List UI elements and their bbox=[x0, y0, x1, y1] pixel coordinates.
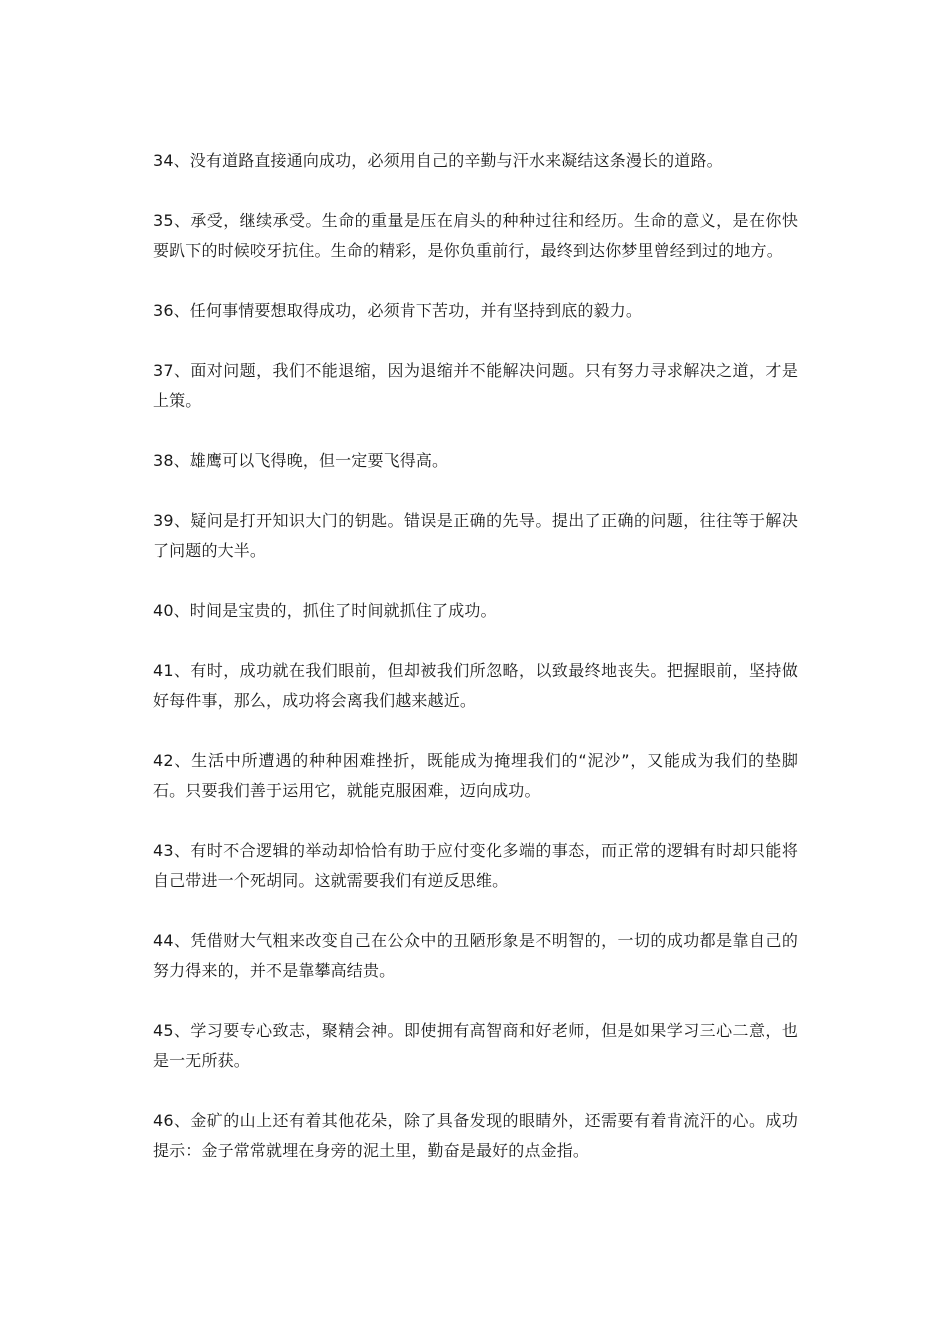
paragraph-42: 42、生活中所遭遇的种种困难挫折，既能成为掩埋我们的“泥沙”，又能成为我们的垫脚石。只要我们善于运用它，就能克服困难，迈向成功。 bbox=[153, 751, 798, 800]
paragraph-39: 39、疑问是打开知识大门的钥匙。错误是正确的先导。提出了正确的问题，往往等于解决了问题的大半。 bbox=[153, 511, 798, 560]
paragraph-37: 37、面对问题，我们不能退缩，因为退缩并不能解决问题。只有努力寻求解决之道，才是上策。 bbox=[153, 361, 798, 410]
paragraph-41: 41、有时，成功就在我们眼前，但却被我们所忽略，以致最终地丧失。把握眼前，坚持做好每件事，那么，成功将会离我们越来越近。 bbox=[153, 661, 798, 710]
paragraph-36: 36、任何事情要想取得成功，必须肯下苦功，并有坚持到底的毅力。 bbox=[153, 301, 643, 320]
paragraph-43: 43、有时不合逻辑的举动却恰恰有助于应付变化多端的事态，而正常的逻辑有时却只能将自己带进一个死胡同。这就需要我们有逆反思维。 bbox=[153, 841, 798, 890]
paragraph-44: 44、凭借财大气粗来改变自己在公众中的丑陋形象是不明智的，一切的成功都是靠自己的努力得来的，并不是靠攀高结贵。 bbox=[153, 931, 798, 980]
paragraph-45: 45、学习要专心致志，聚精会神。即使拥有高智商和好老师，但是如果学习三心二意，也是一无所获。 bbox=[153, 1021, 798, 1070]
paragraph-38: 38、雄鹰可以飞得晚，但一定要飞得高。 bbox=[153, 451, 449, 470]
document-body bbox=[153, 146, 798, 1196]
paragraph-40: 40、时间是宝贵的，抓住了时间就抓住了成功。 bbox=[153, 601, 497, 620]
paragraph-35: 35、承受，继续承受。生命的重量是压在肩头的种种过往和经历。生命的意义，是在你快要趴下的时候咬牙抗住。生命的精彩，是你负重前行，最终到达你梦里曾经到过的地方。 bbox=[153, 211, 798, 260]
paragraph-46: 46、金矿的山上还有着其他花朵，除了具备发现的眼睛外，还需要有着肯流汗的心。成功提示：金子常常就埋在身旁的泥土里，勤奋是最好的点金指。 bbox=[153, 1111, 798, 1160]
paragraph-34: 34、没有道路直接通向成功，必须用自己的辛勤与汗水来凝结这条漫长的道路。 bbox=[153, 151, 723, 170]
